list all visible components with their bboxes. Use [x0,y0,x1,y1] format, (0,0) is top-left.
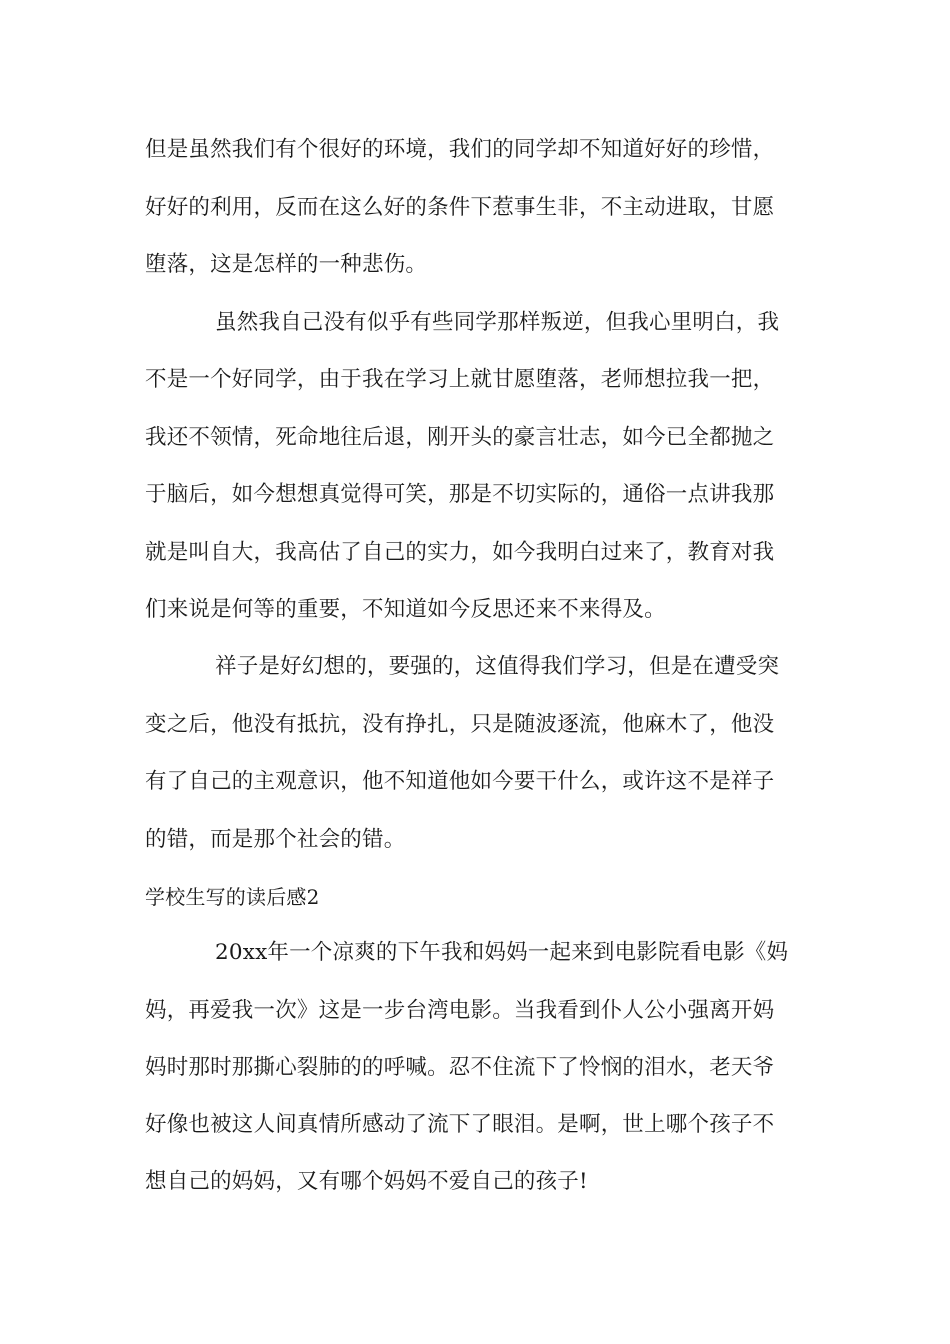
paragraph-line: 堕落，这是怎样的一种悲伤。 [145,252,428,277]
paragraph-line: 20xx年一个凉爽的下午我和妈妈一起来到电影院看电影《妈 [215,940,789,965]
paragraph-line: 想自己的妈妈，又有哪个妈妈不爱自己的孩子! [145,1169,588,1194]
paragraph-line: 但是虽然我们有个很好的环境，我们的同学却不知道好好的珍惜， [145,137,775,162]
paragraph-line: 变之后，他没有抵抗，没有挣扎，只是随波逐流，他麻木了，他没 [145,712,775,737]
paragraph-line: 不是一个好同学，由于我在学习上就甘愿堕落，老师想拉我一把， [145,367,775,392]
paragraph-line: 虽然我自己没有似乎有些同学那样叛逆，但我心里明白，我 [215,310,780,335]
paragraph-line: 的错，而是那个社会的错。 [145,827,406,852]
section-heading: 学校生写的读后感2 [145,885,320,909]
paragraph-line: 于脑后，如今想想真觉得可笑，那是不切实际的，通俗一点讲我那 [145,482,775,507]
paragraph-line: 好好的利用，反而在这么好的条件下惹事生非，不主动进取，甘愿 [145,195,775,220]
paragraph-line: 就是叫自大，我高估了自己的实力，如今我明白过来了，教育对我 [145,540,775,565]
paragraph-line: 妈时那时那撕心裂肺的的呼喊。忍不住流下了怜悯的泪水，老天爷 [145,1055,775,1080]
paragraph-line: 妈，再爱我一次》这是一步台湾电影。当我看到仆人公小强离开妈 [145,998,775,1023]
paragraph-line: 好像也被这人间真情所感动了流下了眼泪。是啊，世上哪个孩子不 [145,1112,775,1137]
paragraph-line: 祥子是好幻想的，要强的，这值得我们学习，但是在遭受突 [215,654,780,679]
paragraph-line: 我还不领情，死命地往后退，刚开头的豪言壮志，如今已全都抛之 [145,425,775,450]
paragraph-line: 们来说是何等的重要，不知道如今反思还来不来得及。 [145,597,666,622]
paragraph-line: 有了自己的主观意识，他不知道他如今要干什么，或许这不是祥子 [145,769,775,794]
